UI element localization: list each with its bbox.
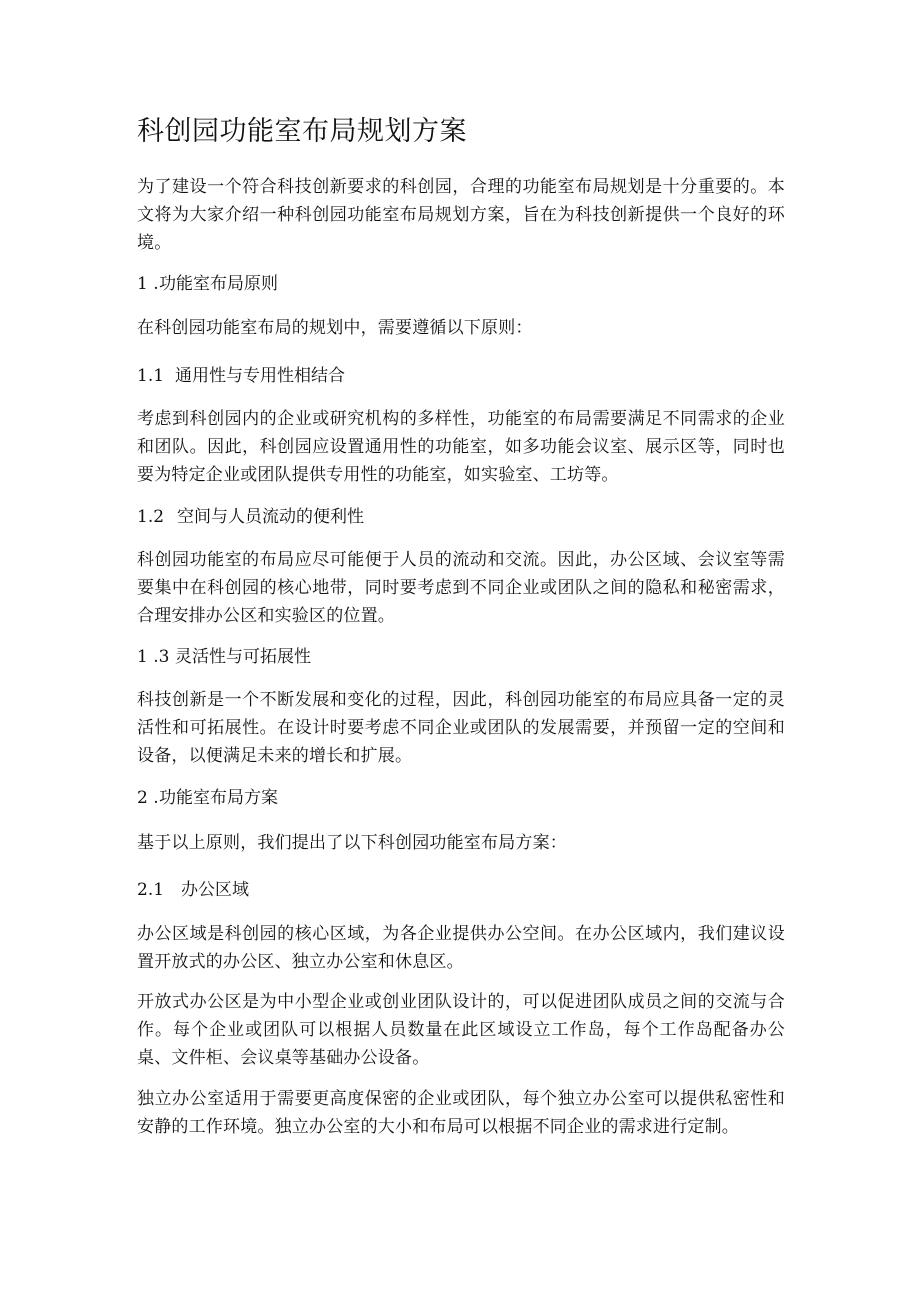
section-number: 2.1: [137, 880, 165, 900]
section-title: 办公区域: [181, 880, 249, 900]
section-title: 通用性与专用性相结合: [175, 366, 345, 386]
section-heading-1-3: [137, 643, 311, 671]
section-title: 空间与人员流动的便利性: [177, 507, 364, 527]
section-number: 1.1: [137, 366, 165, 386]
section-number: 2 .: [137, 788, 159, 808]
paragraph: 办公区域是科创园的核心区域，为各企业提供办公空间。在办公区域内，我们建议设置开放式的办公区、独立办公室和休息区。: [137, 924, 785, 972]
paragraph: 考虑到科创园内的企业或研究机构的多样性，功能室的布局需要满足不同需求的企业和团队。因此，科创园应设置通用性的功能室，如多功能会议室、展示区等，同时也要为特定企业或团队提供专用性的功能室，如实验室、工坊等。: [137, 409, 785, 485]
paragraph: 科技创新是一个不断发展和变化的过程，因此，科创园功能室的布局应具备一定的灵活性和可拓展性。在设计时要考虑不同企业或团队的发展需要，并预留一定的空间和设备，以便满足未来的增长和扩展。: [137, 690, 785, 766]
section-number: 1.2: [137, 507, 165, 527]
section-title: 灵活性与可拓展性: [175, 647, 311, 667]
intro-paragraph: 为了建设一个符合科技创新要求的科创园，合理的功能室布局规划是十分重要的。本文将为大家介绍一种科创园功能室布局规划方案，旨在为科技创新提供一个良好的环境。: [137, 177, 785, 253]
section-heading-2: [137, 784, 278, 812]
section-heading-1-1: [137, 362, 345, 390]
paragraph: 开放式办公区是为中小型企业或创业团队设计的，可以促进团队成员之间的交流与合作。每个企业或团队可以根据人员数量在此区域设立工作岛，每个工作岛配备办公桌、文件柜、会议桌等基础办公设备。: [137, 992, 785, 1068]
section-number: 1 .3: [137, 647, 170, 667]
section-heading-1: [137, 270, 278, 298]
section-title: 功能室布局方案: [159, 788, 278, 808]
document-title: 科创园功能室布局规划方案: [137, 116, 467, 147]
section-number: 1 .: [137, 274, 159, 294]
paragraph: 基于以上原则，我们提出了以下科创园功能室布局方案：: [137, 833, 567, 853]
section-heading-2-1: [137, 876, 249, 904]
paragraph: 在科创园功能室布局的规划中，需要遵循以下原则：: [137, 318, 533, 338]
section-title: 功能室布局原则: [159, 274, 278, 294]
section-heading-1-2: [137, 503, 364, 531]
paragraph: 科创园功能室的布局应尽可能便于人员的流动和交流。因此，办公区域、会议室等需要集中在科创园的核心地带，同时要考虑到不同企业或团队之间的隐私和秘密需求，合理安排办公区和实验区的位置。: [137, 550, 785, 626]
paragraph: 独立办公室适用于需要更高度保密的企业或团队，每个独立办公室可以提供私密性和安静的工作环境。独立办公室的大小和布局可以根据不同企业的需求进行定制。: [137, 1089, 785, 1137]
